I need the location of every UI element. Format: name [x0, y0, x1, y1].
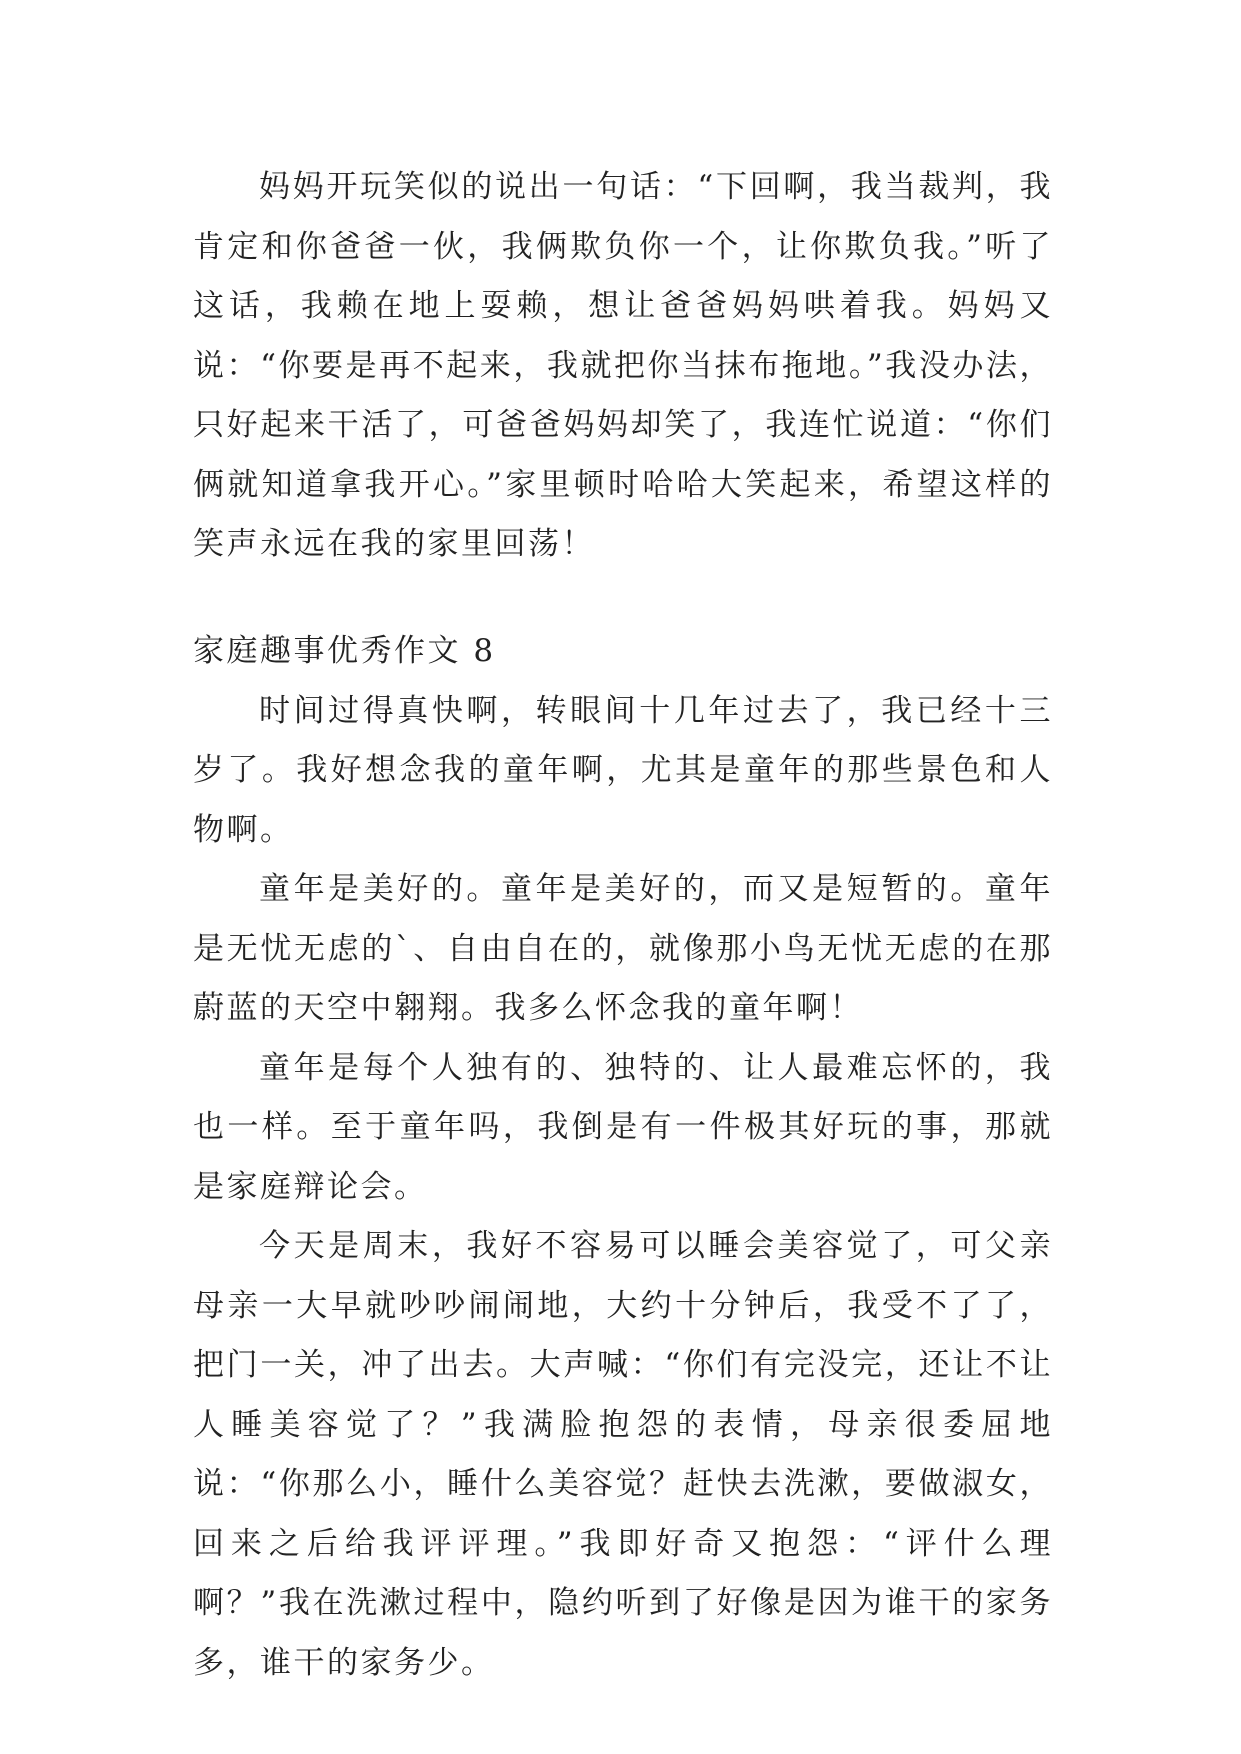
previous-essay-ending: [193, 158, 1053, 575]
essay-section: [193, 622, 1053, 1693]
paragraph: 童年是美好的。童年是美好的，而又是短暂的。童年是无忧无虑的`、自由自在的，就像那小鸟无忧无虑的在那蔚蓝的天空中翱翔。我多么怀念我的童年啊！: [193, 871, 1053, 1026]
paragraph: 童年是每个人独有的、独特的、让人最难忘怀的，我也一样。至于童年吗，我倒是有一件极其好玩的事，那就是家庭辩论会。: [193, 1049, 1053, 1205]
paragraph: 时间过得真快啊，转眼间十几年过去了，我已经十三岁了。我好想念我的童年啊，尤其是童年的那些景色和人物啊。: [193, 692, 1053, 848]
section-title: 家庭趣事优秀作文 8: [193, 633, 496, 669]
paragraph: 今天是周末，我好不容易可以睡会美容觉了，可父亲母亲一大早就吵吵闹闹地，大约十分钟后，我受不了了，把门一关，冲了出去。大声喊：“你们有完没完，还让不让人睡美容觉了？”我满脸抱怨的表情，母亲很委屈地说：“你那么小，睡什么美容觉？赶快去洗漱，要做淑女，回来之后给我评评理。”我即好奇又抱怨：“评什么理啊？”我在洗漱过程中，隐约听到了好像是因为谁干的家务多，谁干的家务少。: [193, 1228, 1053, 1681]
paragraph: 妈妈开玩笑似的说出一句话：“下回啊，我当裁判，我肯定和你爸爸一伙，我俩欺负你一个，让你欺负我。”听了这话，我赖在地上耍赖，想让爸爸妈妈哄着我。妈妈又说：“你要是再不起来，我就把你当抹布拖地。”我没办法，只好起来干活了，可爸爸妈妈却笑了，我连忙说道：“你们俩就知道拿我开心。”家里顿时哈哈大笑起来，希望这样的笑声永远在我的家里回荡！: [193, 169, 1053, 562]
